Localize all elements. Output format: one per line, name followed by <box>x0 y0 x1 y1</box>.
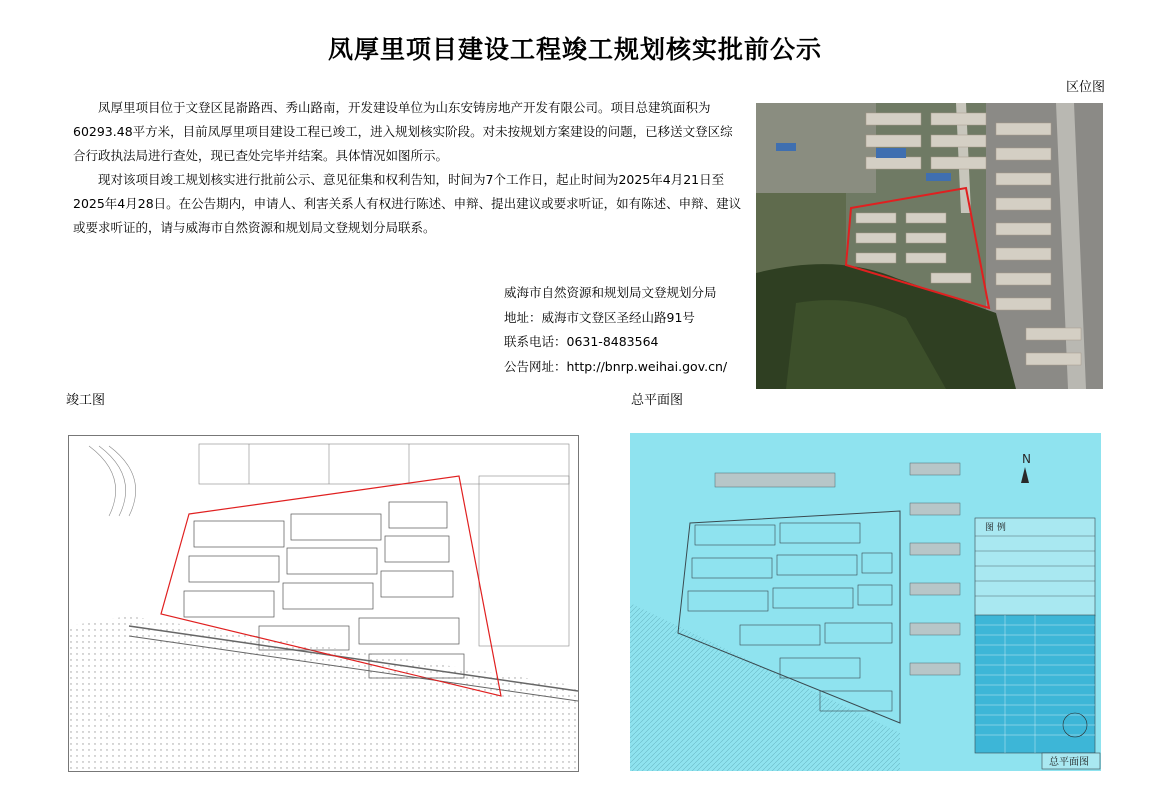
location-map-caption: 区位图 <box>1066 80 1106 95</box>
agency-name: 威海市自然资源和规划局文登规划分局 <box>504 285 717 300</box>
north-arrow-icon: N <box>1022 452 1031 466</box>
agency-address: 地址：威海市文登区圣经山路91号 <box>504 309 695 325</box>
legend-title: 图 例 <box>985 523 1006 533</box>
location-satellite-map <box>756 103 1103 389</box>
notice-paragraph-1: 凤厚里项目位于文登区昆嵛路西、秀山路南，开发建设单位为山东安铸房地产开发有限公司。项目总建筑面积为60293.48平方米，目前凤厚里项目建设工程已竣工，进入规划核实阶段。对未按规划方案建设的问题，已移送文登区综合行政执法局进行查处，现已查处完毕并结案。具体情况如图所示。 <box>73 100 733 163</box>
master-plan-drawing <box>630 433 1101 771</box>
agency-website[interactable]: 公告网址：http://bnrp.weihai.gov.cn/ <box>504 358 728 374</box>
master-plan-stamp: 总平面图 <box>1049 757 1089 768</box>
notice-paragraph-2: 现对该项目竣工规划核实进行批前公示、意见征集和权利告知，时间为7个工作日，起止时间为2025年4月21日至2025年4月28日。在公告期内，申请人、利害关系人有权进行陈述、申辩、提出建议或要求听证，如有陈述、申辩、建议或要求听证的，请与威海市自然资源和规划局文登规划分局联系。 <box>73 172 742 235</box>
page-title: 凤厚里项目建设工程竣工规划核实批前公示 <box>327 35 822 64</box>
signature-block <box>504 281 727 379</box>
master-plan-caption: 总平面图 <box>631 393 684 408</box>
agency-phone: 联系电话：0631-8483564 <box>504 334 659 349</box>
completion-drawing <box>68 435 579 772</box>
completion-drawing-caption: 竣工图 <box>66 393 106 408</box>
